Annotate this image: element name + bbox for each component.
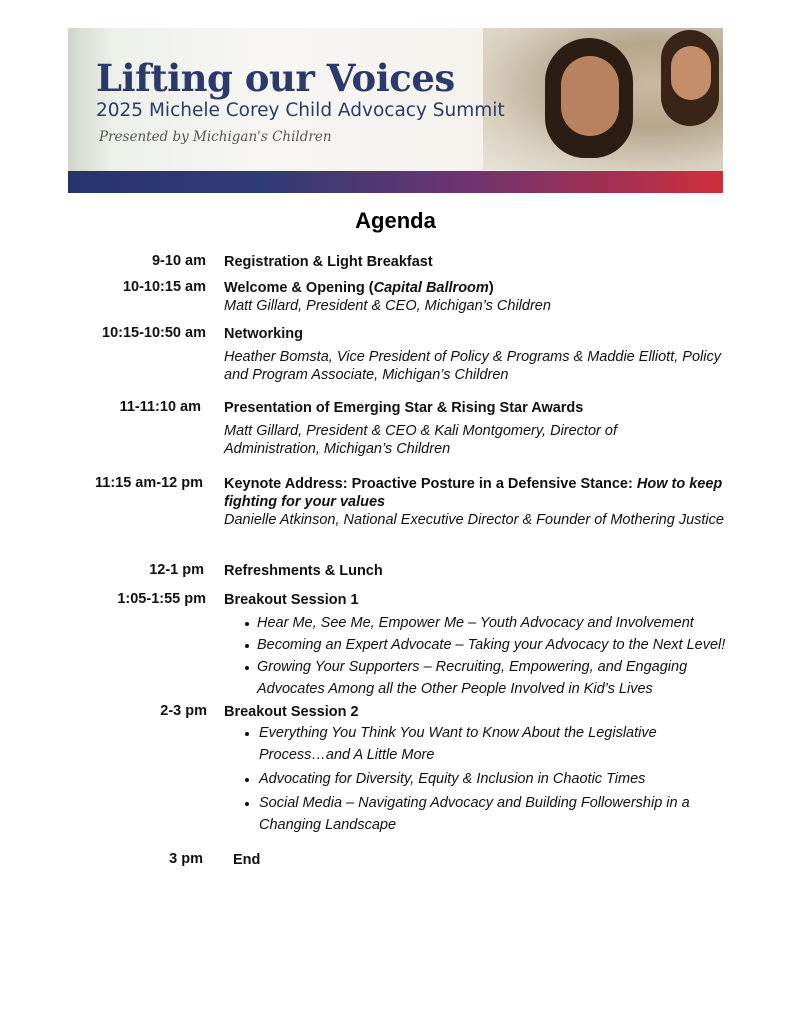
agenda-time: 10:15-10:50 am [102, 325, 206, 341]
agenda-title: Presentation of Emerging Star & Rising Star Awards [224, 400, 584, 416]
agenda-time: 2-3 pm [160, 703, 207, 719]
agenda-presenter: Heather Bomsta, Vice President of Policy & Programs & Maddie Elliott, Policy and Program Associate, Michigan’s Children [224, 349, 721, 383]
banner-photo [483, 28, 723, 170]
girl-figure [661, 30, 719, 126]
session-item: Becoming an Expert Advocate – Taking your Advocacy to the Next Level! [224, 634, 784, 656]
agenda-title: Welcome & Opening (Capital Ballroom) [224, 280, 494, 296]
agenda-title: Breakout Session 2 [224, 704, 359, 720]
session-item: Advocating for Diversity, Equity & Inclusion in Chaotic Times [224, 768, 784, 790]
session-list [224, 722, 784, 836]
banner-stripe [68, 171, 723, 193]
session-list [224, 612, 784, 700]
agenda-title: Breakout Session 1 [224, 592, 359, 608]
agenda-time: 11:15 am-12 pm [94, 475, 203, 491]
agenda-title: Refreshments & Lunch [224, 563, 383, 579]
agenda-presenter: Danielle Atkinson, National Executive Director & Founder of Mothering Justice [224, 512, 724, 528]
session-item: Hear Me, See Me, Empower Me – Youth Advocacy and Involvement [224, 612, 784, 634]
agenda-time: 11-11:10 am [119, 399, 201, 415]
agenda-title: Networking [224, 326, 303, 342]
session-item: Social Media – Navigating Advocacy and Building Followership in a Changing Landscape [224, 792, 739, 836]
agenda-time: 10-10:15 am [122, 279, 206, 295]
agenda-presenter: Matt Gillard, President & CEO, Michigan’s Children [224, 298, 551, 314]
banner-title: Lifting our Voices [96, 56, 455, 100]
agenda-time: 1:05-1:55 pm [117, 591, 206, 607]
session-item: Everything You Think You Want to Know About the Legislative Process…and A Little More [224, 722, 709, 766]
woman-figure [545, 38, 633, 158]
agenda-title: End [233, 852, 261, 868]
banner-presenter: Presented by Michigan's Children [99, 129, 332, 145]
agenda-time: 3 pm [169, 851, 203, 867]
session-item: Growing Your Supporters – Recruiting, Empowering, and Engaging Advocates Among all the Other People Involved in Kid’s Lives [224, 656, 737, 700]
agenda-presenter: Matt Gillard, President & CEO & Kali Montgomery, Director of Administration, Michigan’s Children [224, 423, 617, 457]
agenda-title: Registration & Light Breakfast [224, 254, 433, 270]
page-title: Agenda [355, 208, 436, 233]
header-banner [68, 28, 723, 193]
agenda-time: 12-1 pm [149, 562, 204, 578]
banner-subtitle: 2025 Michele Corey Child Advocacy Summit [96, 100, 505, 121]
agenda-time: 9-10 am [151, 253, 206, 269]
agenda-title: Keynote Address: Proactive Posture in a Defensive Stance: How to keep fighting for your values [224, 476, 723, 510]
